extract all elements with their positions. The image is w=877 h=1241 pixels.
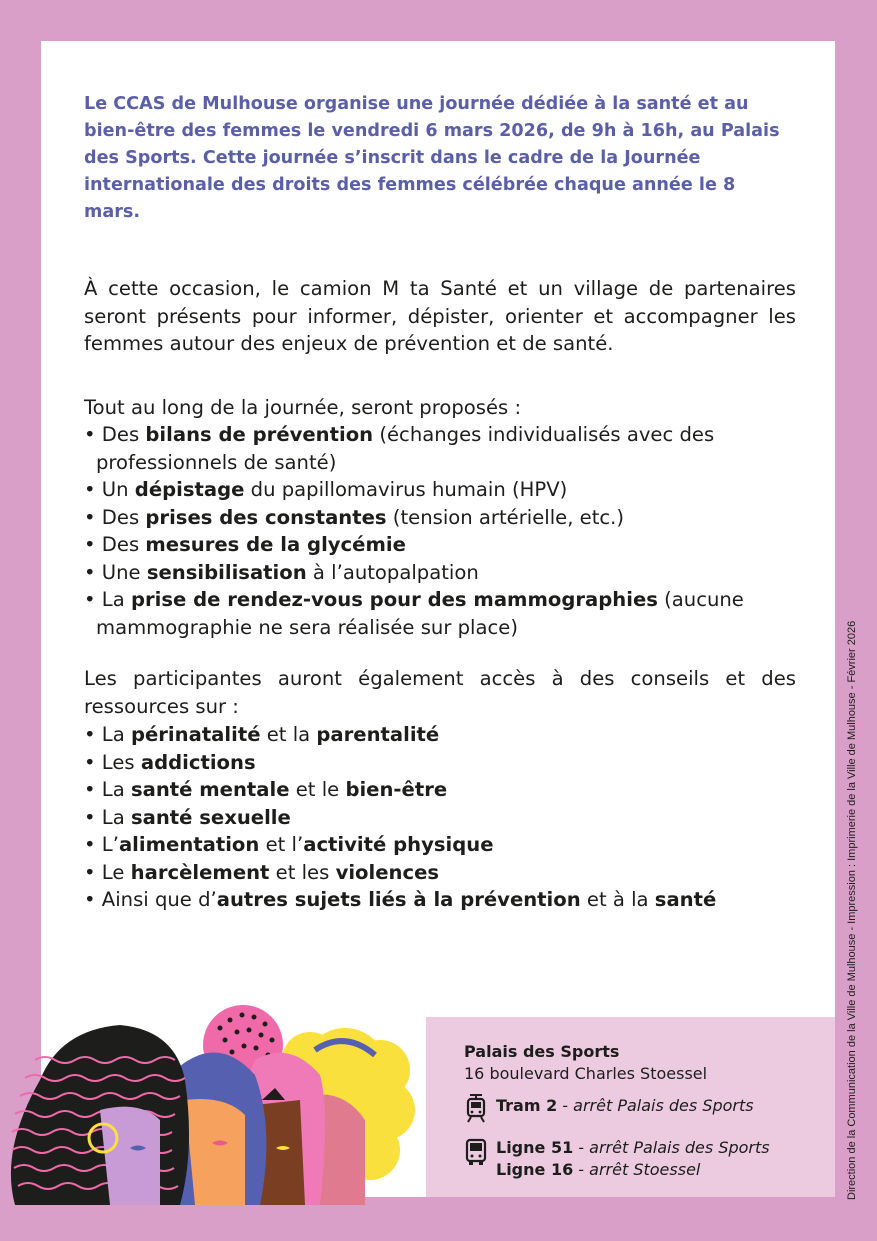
list-item: • L’alimentation et l’activité physique	[84, 831, 796, 859]
list-item: • Des mesures de la glycémie	[84, 531, 796, 559]
list-item: • La périnatalité et la parentalité	[84, 721, 796, 749]
list-item: • La santé sexuelle	[84, 804, 796, 832]
location-street: 16 boulevard Charles Stoessel	[464, 1064, 708, 1083]
bus-stop-16: - arrêt Stoessel	[573, 1160, 701, 1179]
list-item: • La santé mentale et le bien-être	[84, 776, 796, 804]
resources-list	[84, 721, 796, 914]
tram-stop: - arrêt Palais des Sports	[557, 1096, 754, 1115]
list-item: • Les addictions	[84, 749, 796, 777]
bus-info	[496, 1137, 770, 1181]
list-item: • Des bilans de prévention (échanges individualisés avec des professionnels de santé)	[84, 421, 796, 476]
list-item: • Des prises des constantes (tension artérielle, etc.)	[84, 504, 796, 532]
tram-icon	[464, 1093, 488, 1123]
print-credit: Direction de la Communication de la Ville de Mulhouse - Impression : Imprimerie de la Ville de Mulhouse - Février 2026	[846, 620, 858, 1200]
occasion-paragraph: À cette occasion, le camion M ta Santé et un village de partenaires seront présents pour informer, dépister, orienter et accompagner les femmes autour des enjeux de prévention et de santé.	[84, 277, 796, 355]
location-name: Palais des Sports	[464, 1042, 620, 1061]
bus-icon	[464, 1137, 488, 1167]
tram-info	[496, 1095, 754, 1117]
offers-list	[84, 421, 796, 641]
location-box	[426, 1017, 835, 1197]
bus-row	[464, 1137, 770, 1181]
offers-intro: Tout au long de la journée, seront proposés :	[84, 396, 522, 419]
location-address	[464, 1041, 707, 1085]
tram-line: Tram 2	[496, 1096, 558, 1115]
resources-intro: Les participantes auront également accès à des conseils et des ressources sur :	[84, 667, 796, 718]
bus-line-51: Ligne 51	[496, 1138, 574, 1157]
list-item: • Ainsi que d’autres sujets liés à la prévention et à la santé	[84, 886, 796, 914]
intro-paragraph: Le CCAS de Mulhouse organise une journée dédiée à la santé et au bien-être des femmes le vendredi 6 mars 2026, de 9h à 16h, au Palais des Sports. Cette journée s’inscrit dans le cadre de la Journée internationale des droits des femmes célébrée chaque année le 8 mars.	[84, 94, 780, 222]
women-illustration	[0, 1000, 430, 1205]
list-item: • Une sensibilisation à l’autopalpation	[84, 559, 796, 587]
list-item: • La prise de rendez-vous pour des mammographies (aucune mammographie ne sera réalisée sur place)	[84, 586, 796, 641]
bus-line-16: Ligne 16	[496, 1160, 574, 1179]
list-item: • Un dépistage du papillomavirus humain (HPV)	[84, 476, 796, 504]
bus-stop-51: - arrêt Palais des Sports	[573, 1138, 770, 1157]
list-item: • Le harcèlement et les violences	[84, 859, 796, 887]
tram-row	[464, 1093, 754, 1123]
